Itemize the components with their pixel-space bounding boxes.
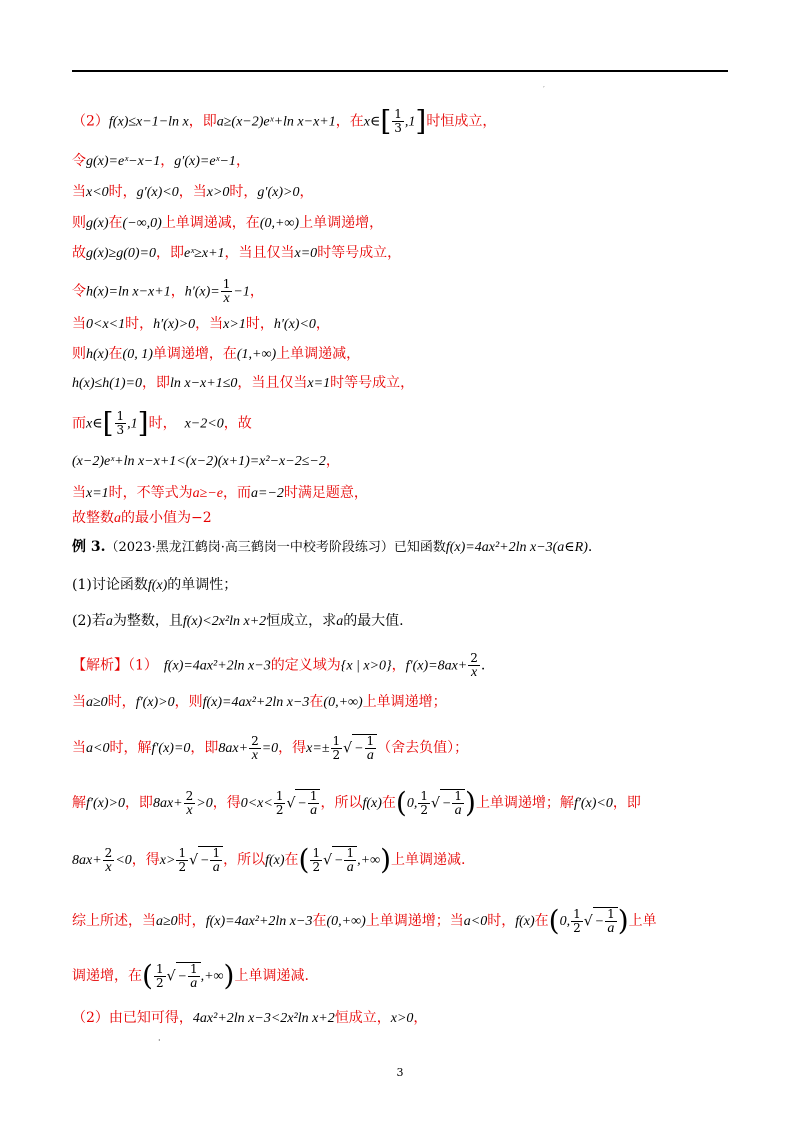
- corner-mark: ′: [543, 85, 545, 94]
- line-20: 解f′(x)>0，即8ax+ $\frac{2}{x}$ >0，得0<x< $\frac{1}{2}$ √ − $\frac{1}{a}$ ，所以f(x)在(0, $\frac{1}{2}$ √ − $\frac{1}{a}$ )上单调递增；解f′(x)<0，即: [72, 786, 641, 819]
- line-22: 综上所述，当a≥0时，f(x)=4ax²+2ln x−3在(0,+∞)上单调递增；当a<0时，f(x)在(0, $\frac{1}{2}$ √ − $\frac{1}{a}$ )上单: [72, 904, 657, 937]
- line-17: 【解析】（1） f(x)=4ax²+2ln x−3的定义域为{x | x>0}，f′(x)=8ax+ $\frac{2}{x}$ .: [72, 651, 486, 680]
- line-11: (x−2)eˣ+ln x−x+1<(x−2)(x+1)=x²−x−2≤−2，: [72, 453, 340, 469]
- page-number: 3: [396, 1066, 404, 1079]
- line-10: 而x∈[ $\frac{1}{3}$ ,1]时， x−2<0，故: [72, 406, 252, 440]
- line-18: 当a≥0时，f′(x)>0，则f(x)=4ax²+2ln x−3在(0,+∞)上单调递增；: [72, 694, 447, 710]
- line-16: (2)若a为整数，且f(x)<2x²ln x+2恒成立，求a的最大值.: [72, 613, 404, 629]
- line-14: 例 3.（2023·黑龙江鹤岗·高三鹤岗一中校考阶段练习）已知函数f(x)=4ax²+2ln x−3(a∈R).: [72, 539, 593, 555]
- line-12: 当x=1时，不等式为a≥−e，而a=−2时满足题意，: [72, 485, 368, 501]
- line-2: 令g(x)=eˣ−x−1，g′(x)=eˣ−1，: [72, 153, 250, 169]
- line-1: （2）f(x)≤x−1−ln x，即a≥(x−2)eˣ+ln x−x+1，在x∈[ $\frac{1}{3}$ ,1]时恒成立，: [72, 104, 497, 138]
- line-24: （2）由已知可得，4ax²+2ln x−3<2x²ln x+2恒成立，x>0，: [72, 1010, 428, 1026]
- line-8: 则h(x)在(0, 1)单调递增，在(1,+∞)上单调递减，: [72, 346, 361, 362]
- line-21: 8ax+ $\frac{2}{x}$ <0，得x> $\frac{1}{2}$ √ − $\frac{1}{a}$ ，所以f(x)在( $\frac{1}{2}$ √ − $\frac{1}{a}$ ,+∞)上单调递减.: [72, 843, 466, 876]
- line-13: 故整数a的最小值为−2: [72, 510, 212, 526]
- stray-dot: ·: [158, 1036, 161, 1045]
- line-19: 当a<0时，解f′(x)=0，即8ax+ $\frac{2}{x}$ =0，得x=± $\frac{1}{2}$ √ − $\frac{1}{a}$ （舍去负值）；: [72, 733, 469, 763]
- line-5: 故g(x)≥g(0)=0，即eˣ≥x+1，当且仅当x=0时等号成立，: [72, 245, 402, 261]
- line-3: 当x<0时，g′(x)<0，当x>0时，g′(x)>0，: [72, 184, 314, 200]
- line-15: (1)讨论函数f(x)的单调性；: [72, 577, 238, 593]
- line-23: 调递增，在( $\frac{1}{2}$ √ − $\frac{1}{a}$ ,+∞)上单调递减.: [72, 959, 309, 992]
- line-6: 令h(x)=ln x−x+1，h′(x)= $\frac{1}{x}$ −1，: [72, 277, 264, 306]
- line-7: 当0<x<1时，h′(x)>0，当x>1时，h′(x)<0，: [72, 316, 330, 332]
- line-4: 则g(x)在(−∞,0)上单调递减，在(0,+∞)上单调递增，: [72, 215, 384, 231]
- line-9: h(x)≤h(1)=0，即ln x−x+1≤0，当且仅当x=1时等号成立，: [72, 375, 415, 391]
- header-rule: [72, 70, 728, 72]
